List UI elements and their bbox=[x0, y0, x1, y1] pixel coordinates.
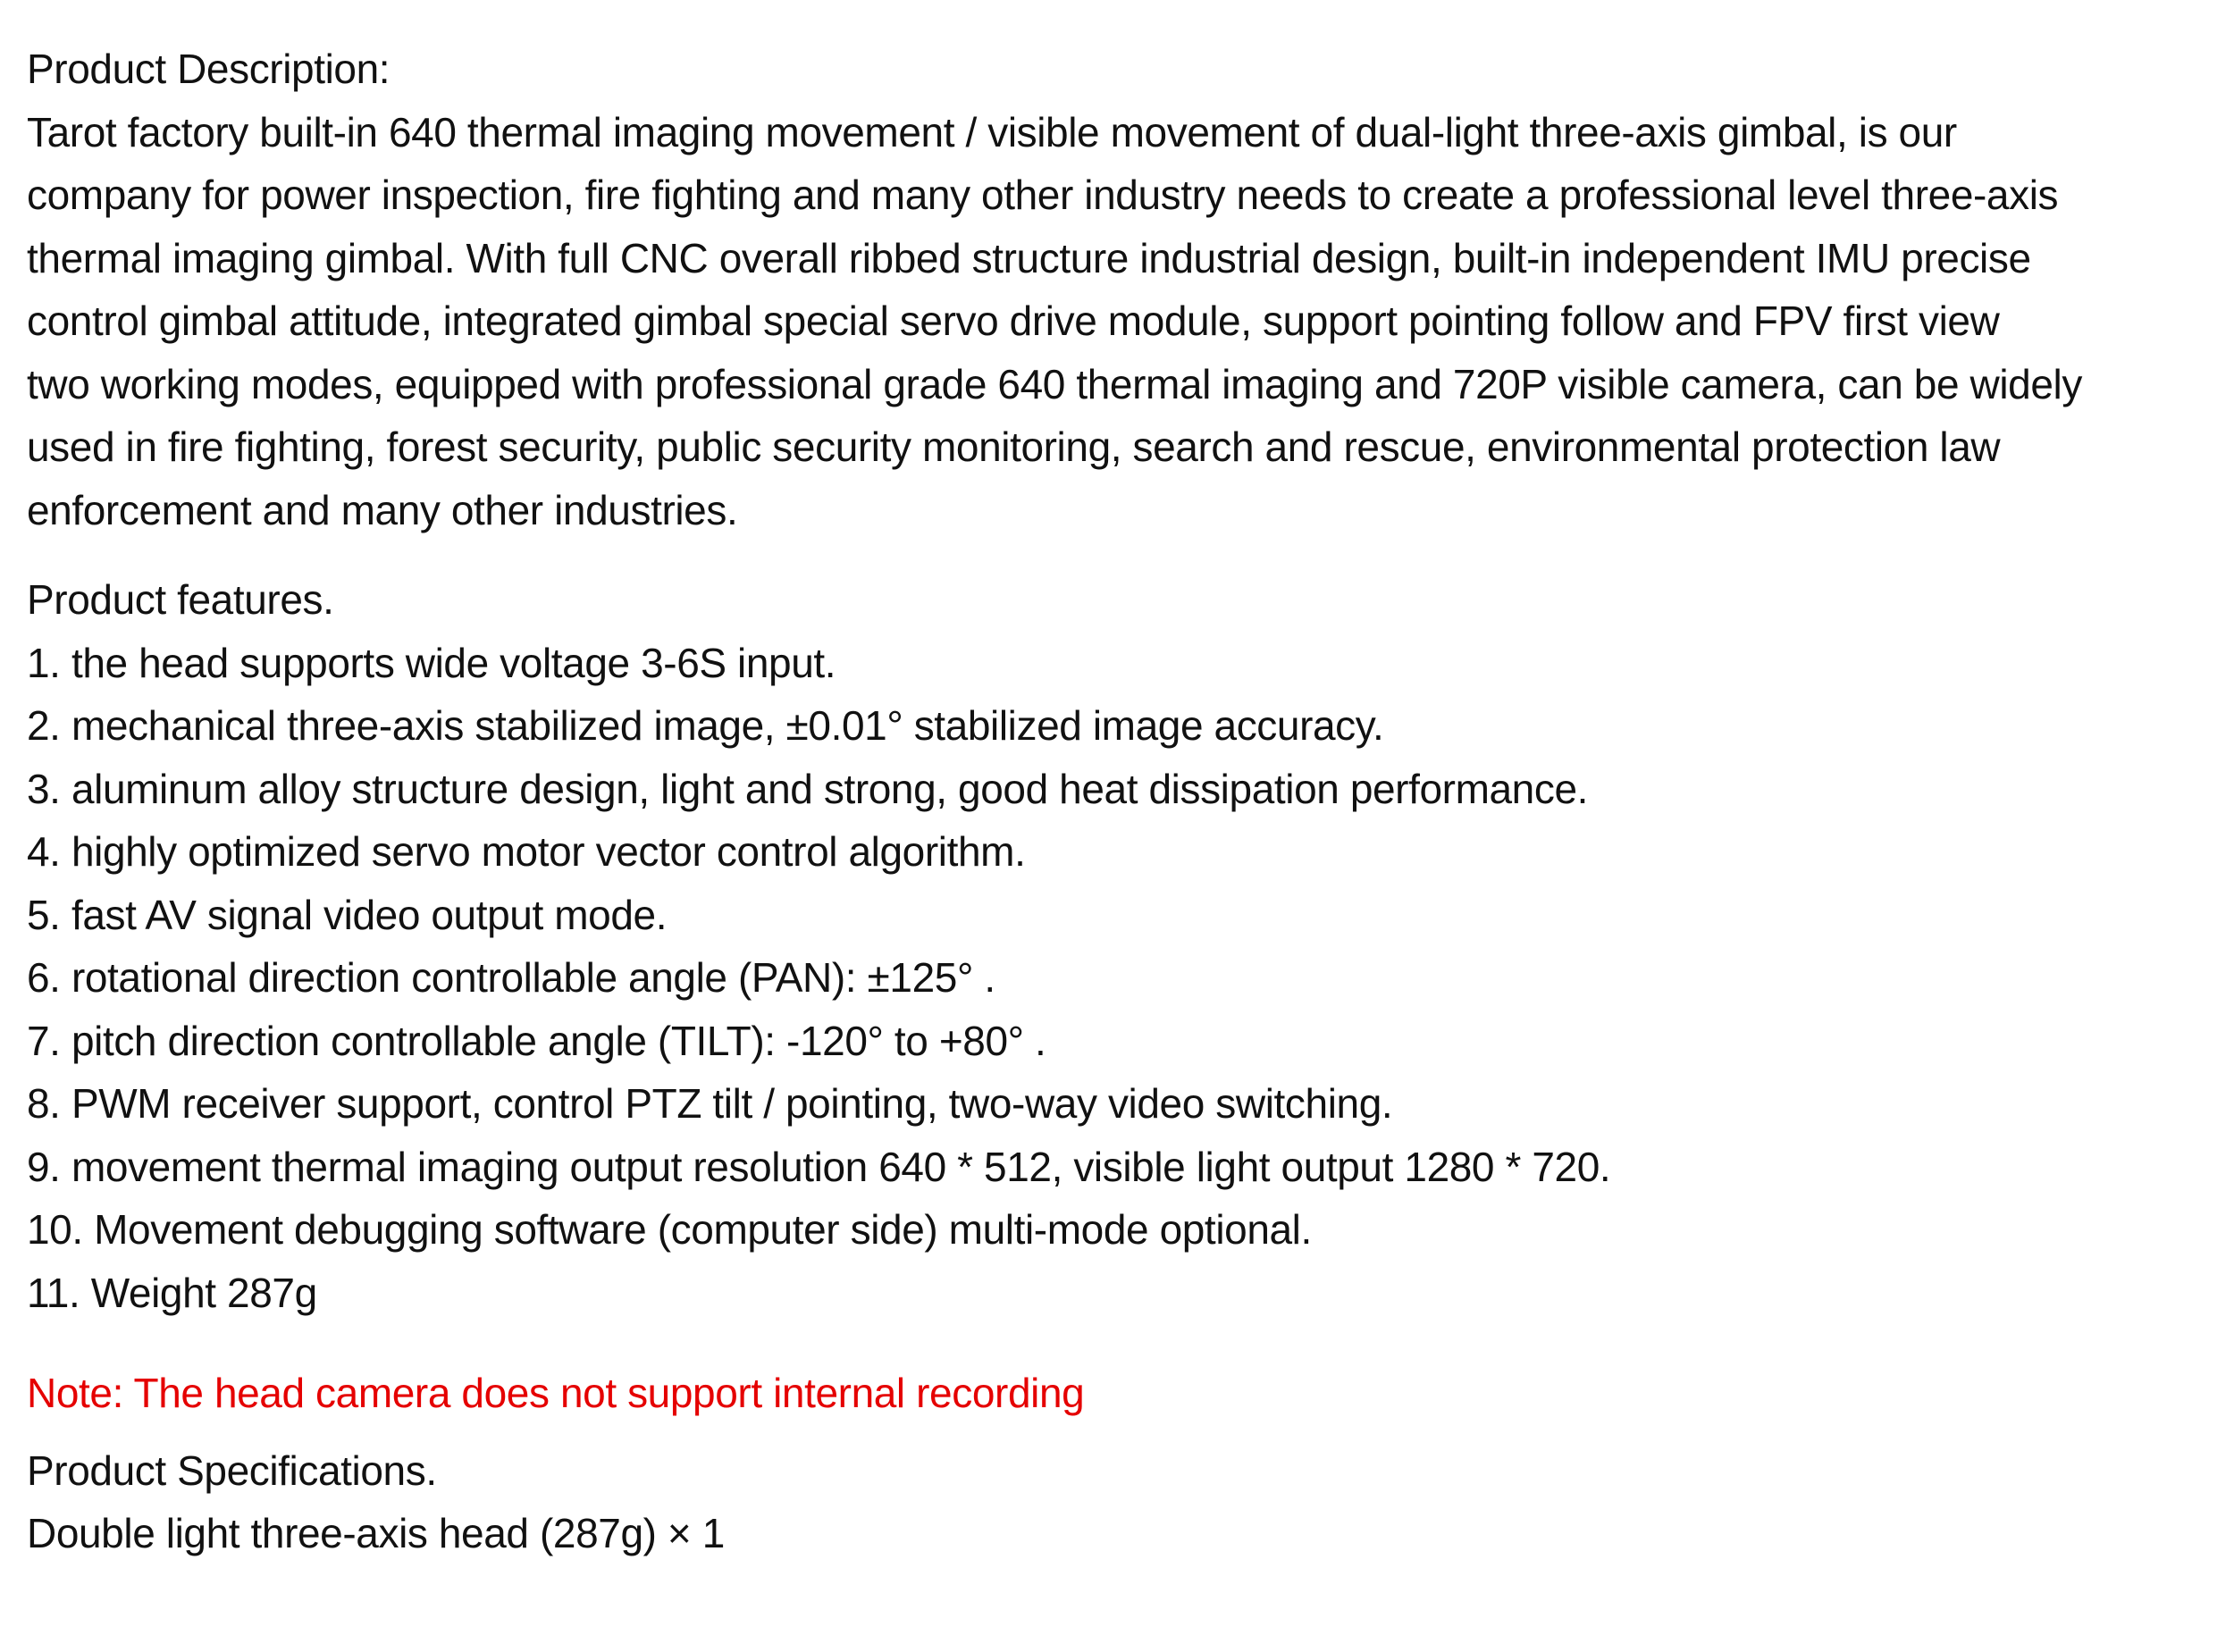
description-heading: Product Description: bbox=[27, 46, 391, 92]
description-line: control gimbal attitude, integrated gimbal special servo drive module, support pointing follow and FPV first view bbox=[27, 298, 2000, 344]
features-list bbox=[27, 632, 2216, 1325]
feature-item: 9. movement thermal imaging output resolution 640 * 512, visible light output 1280 * 720. bbox=[27, 1143, 1611, 1190]
feature-item: 2. mechanical three-axis stabilized image, ±0.01° stabilized image accuracy. bbox=[27, 702, 1384, 749]
feature-item: 5. fast AV signal video output mode. bbox=[27, 891, 668, 938]
description-line: company for power inspection, fire fighting and many other industry needs to create a professional level three-axis bbox=[27, 172, 2059, 218]
specifications-item: Double light three-axis head (287g) × 1 bbox=[27, 1510, 725, 1556]
feature-item: 6. rotational direction controllable angle (PAN): ±125° . bbox=[27, 954, 995, 1001]
recording-note: Note: The head camera does not support internal recording bbox=[27, 1370, 1085, 1416]
description-line: enforcement and many other industries. bbox=[27, 486, 738, 533]
description-paragraph bbox=[27, 101, 2216, 542]
feature-item: 4. highly optimized servo motor vector control algorithm. bbox=[27, 828, 1026, 875]
feature-item: 7. pitch direction controllable angle (TILT): -120° to +80° . bbox=[27, 1017, 1046, 1064]
feature-item: 3. aluminum alloy structure design, light and strong, good heat dissipation performance. bbox=[27, 765, 1589, 812]
feature-item: 11. Weight 287g bbox=[27, 1269, 317, 1316]
feature-item: 1. the head supports wide voltage 3-6S input. bbox=[27, 639, 836, 686]
feature-item: 10. Movement debugging software (computer side) multi-mode optional. bbox=[27, 1206, 1312, 1253]
product-document bbox=[27, 38, 2216, 1565]
description-line: thermal imaging gimbal. With full CNC overall ribbed structure industrial design, built-in independent IMU precise bbox=[27, 234, 2031, 281]
features-heading: Product features. bbox=[27, 576, 334, 623]
description-line: used in fire fighting, forest security, public security monitoring, search and rescue, environmental protection law bbox=[27, 423, 2001, 470]
description-line: two working modes, equipped with professional grade 640 thermal imaging and 720P visible camera, can be widely bbox=[27, 360, 2082, 407]
specifications-heading: Product Specifications. bbox=[27, 1447, 437, 1494]
description-line: Tarot factory built-in 640 thermal imaging movement / visible movement of dual-light three-axis gimbal, is our bbox=[27, 108, 1957, 155]
feature-item: 8. PWM receiver support, control PTZ tilt / pointing, two-way video switching. bbox=[27, 1080, 1393, 1127]
